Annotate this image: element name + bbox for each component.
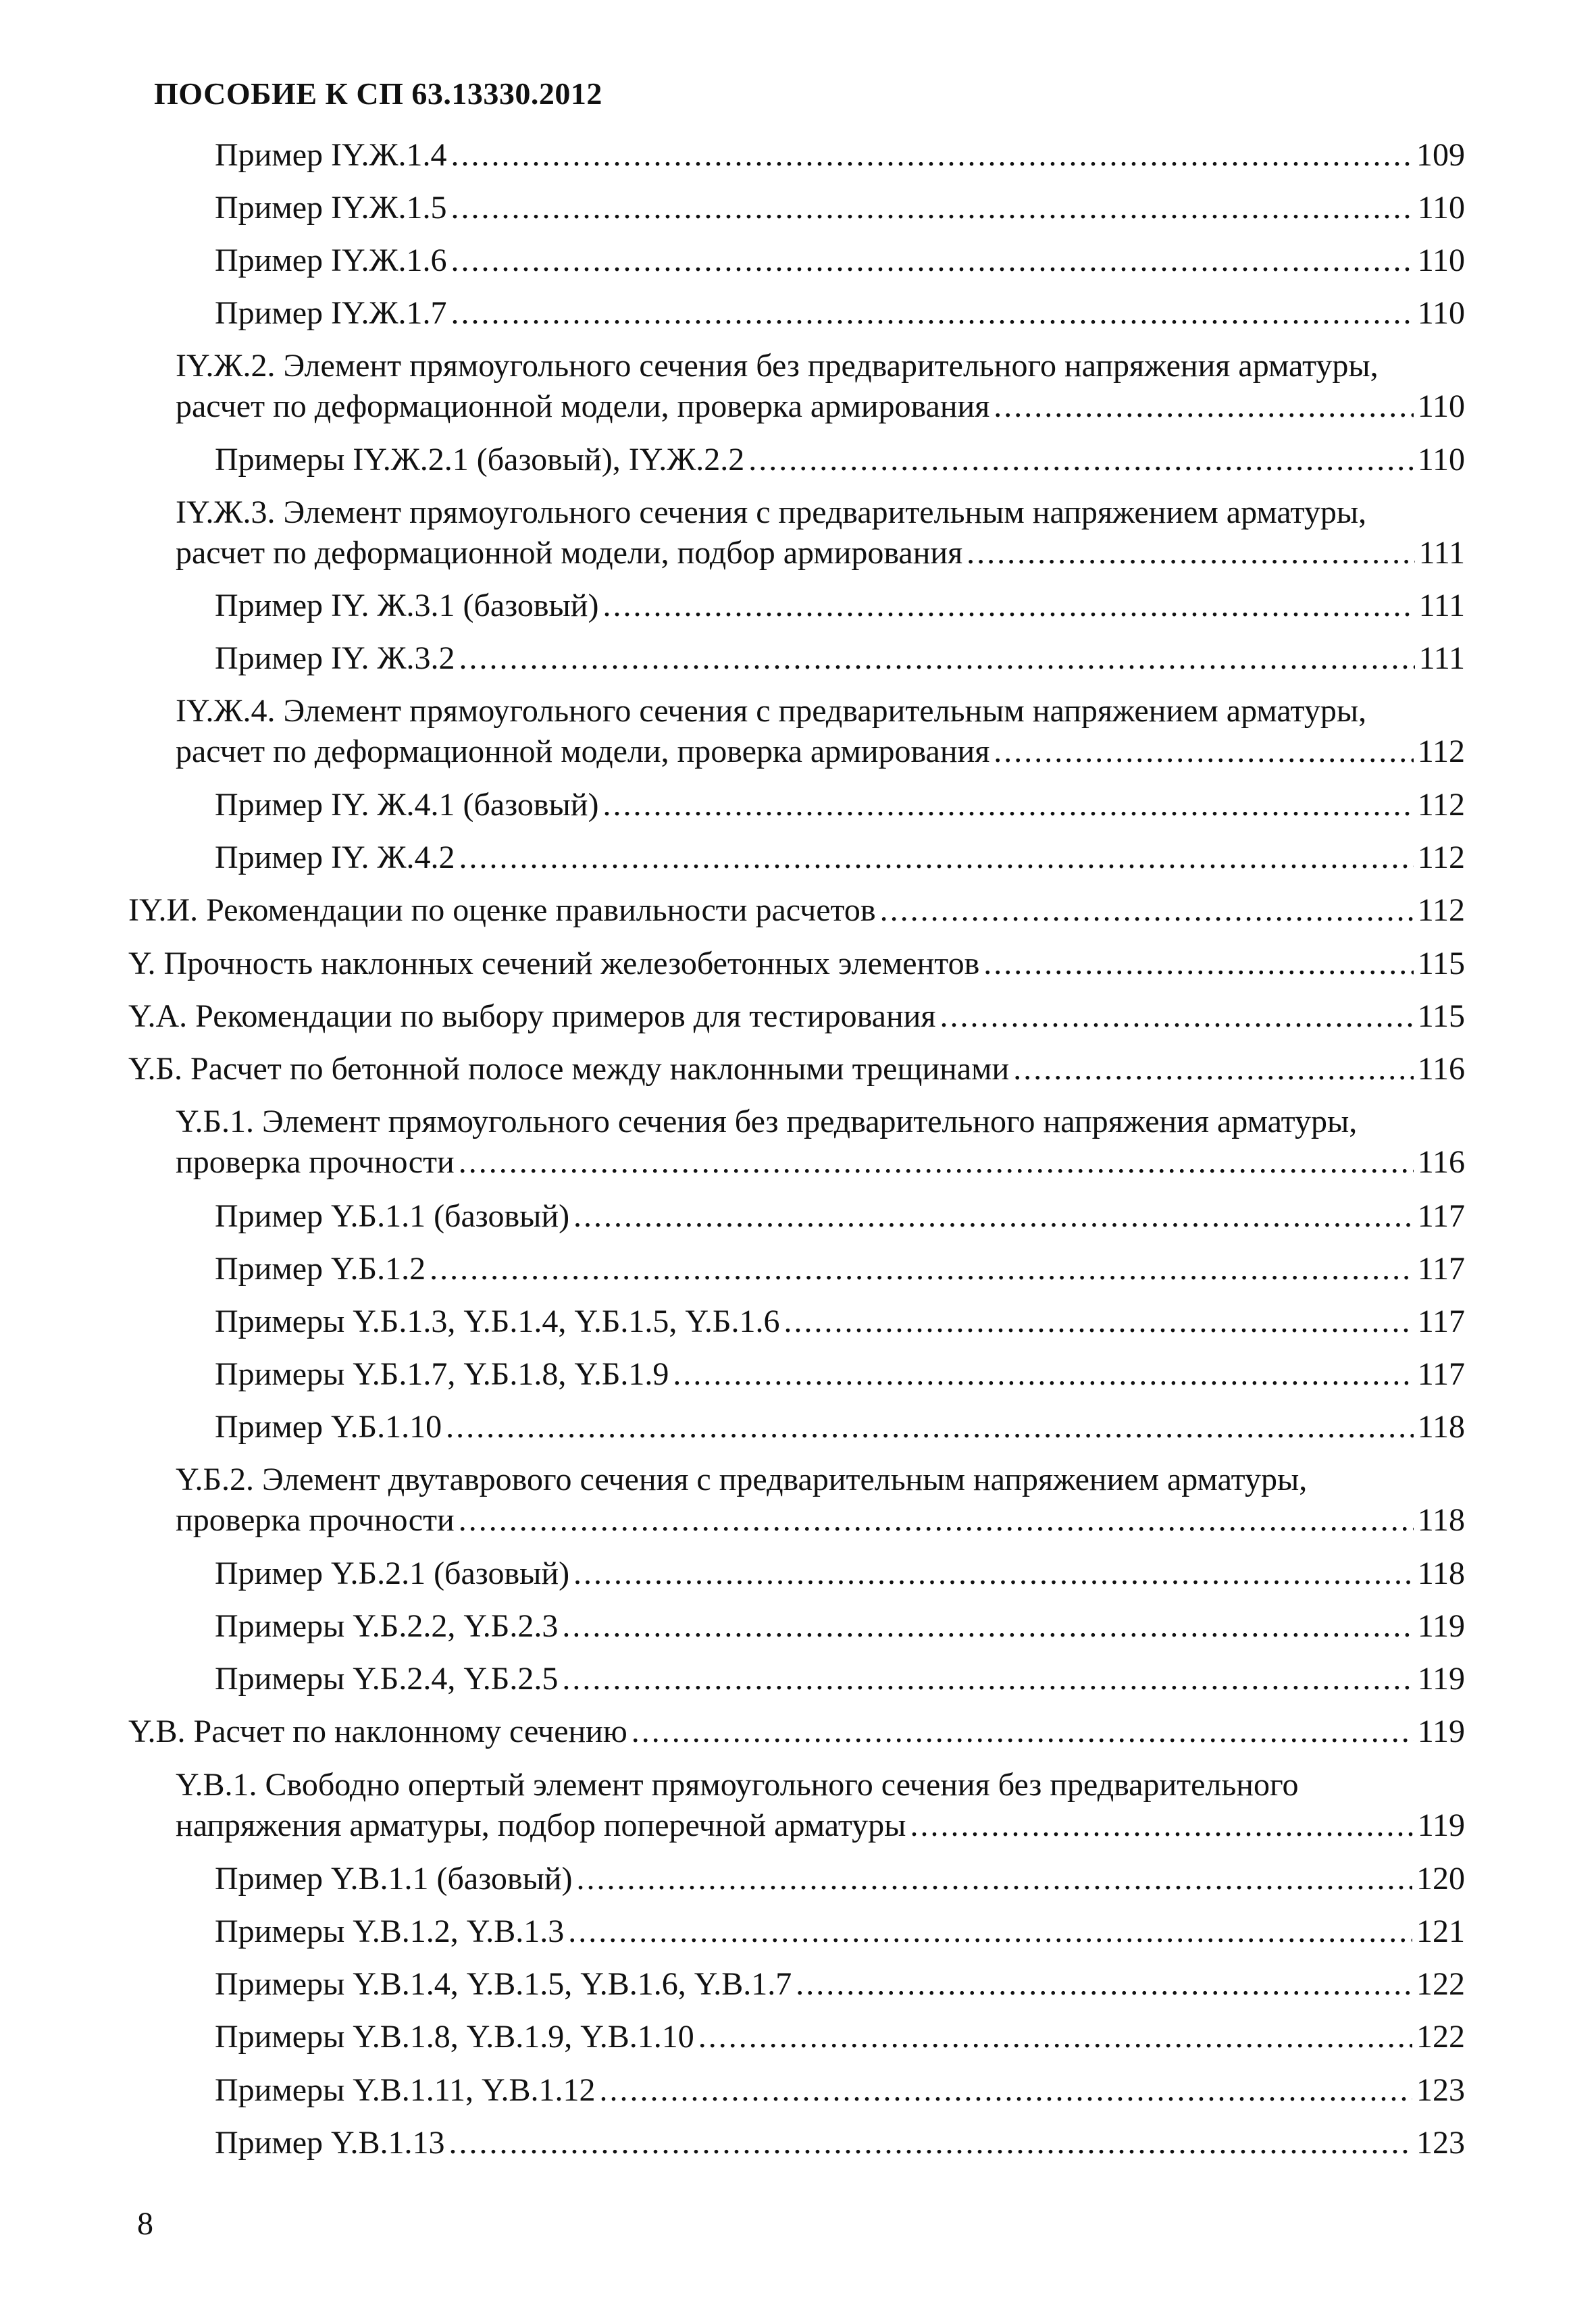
dot-leader — [748, 440, 1414, 480]
toc-entry-line — [176, 1765, 1465, 1805]
toc-entry-line — [176, 492, 1465, 533]
toc-entry-line — [215, 1302, 1465, 1342]
toc-entry — [215, 586, 1465, 626]
toc-entry-page: 117 — [1417, 1251, 1465, 1287]
toc-entry-page: 123 — [1416, 2125, 1465, 2161]
dot-leader — [994, 731, 1413, 772]
toc-entry-page: 115 — [1417, 946, 1465, 981]
dot-leader — [939, 996, 1413, 1037]
dot-leader — [459, 838, 1414, 878]
toc-entry-title: Пример IY.Ж.1.6 — [215, 242, 447, 278]
toc-entry-line — [215, 2070, 1465, 2111]
toc-entry-page: 119 — [1417, 1661, 1465, 1697]
toc-entry-line — [215, 135, 1465, 176]
toc-entry-title: Y.В. Расчет по наклонному сечению — [128, 1714, 627, 1749]
toc-entry — [215, 240, 1465, 281]
dot-leader — [602, 586, 1414, 626]
toc-entry-page: 117 — [1417, 1304, 1465, 1339]
toc-entry-line — [176, 1805, 1465, 1846]
dot-leader — [568, 1911, 1412, 1952]
toc-entry-line — [176, 731, 1465, 772]
toc-entry — [176, 1765, 1465, 1846]
toc-entry — [215, 838, 1465, 878]
toc-entry-title: Пример Y.В.1.1 (базовый) — [215, 1861, 573, 1897]
toc-entry-title: Пример IY. Ж.4.2 — [215, 840, 455, 875]
toc-entry-line — [215, 293, 1465, 334]
toc-entry-line — [128, 890, 1465, 931]
toc-entry-title: Примеры Y.Б.2.2, Y.Б.2.3 — [215, 1608, 559, 1644]
toc-entry-title: Примеры Y.В.1.11, Y.В.1.12 — [215, 2072, 596, 2108]
toc-entry — [128, 1049, 1465, 1089]
toc-entry-title: Примеры Y.Б.2.4, Y.Б.2.5 — [215, 1661, 559, 1697]
toc-entry — [215, 638, 1465, 679]
dot-leader — [451, 188, 1414, 228]
toc-entry-title: Пример IY.Ж.1.5 — [215, 190, 447, 226]
dot-leader — [910, 1805, 1413, 1846]
toc-entry — [176, 1102, 1465, 1183]
toc-entry-title: Пример IY.Ж.1.4 — [215, 137, 447, 173]
toc-entry-line — [215, 1553, 1465, 1594]
dot-leader — [796, 1964, 1412, 2005]
toc-entry-page: 115 — [1417, 998, 1465, 1034]
toc-entry — [215, 135, 1465, 176]
toc-entry-title: напряжения арматуры, подбор поперечной арматуры — [176, 1807, 906, 1843]
toc-entry-page: 112 — [1417, 892, 1465, 928]
dot-leader — [451, 240, 1414, 281]
toc-entry-title: IY.Ж.3. Элемент прямоугольного сечения с предварительным напряжением арматуры, — [176, 494, 1367, 530]
dot-leader — [449, 2123, 1412, 2163]
toc-entry-page: 121 — [1416, 1913, 1465, 1949]
toc-entry-line — [215, 2017, 1465, 2057]
toc-entry — [128, 996, 1465, 1037]
toc-entry — [215, 1659, 1465, 1699]
toc-entry-title: Пример Y.Б.1.1 (базовый) — [215, 1198, 570, 1234]
toc-entry-title: Y.А. Рекомендации по выбору примеров для тестирования — [128, 998, 936, 1034]
dot-leader — [459, 1500, 1414, 1541]
dot-leader — [673, 1354, 1413, 1395]
toc-entry-page: 112 — [1417, 787, 1465, 823]
toc-entry — [128, 890, 1465, 931]
toc-entry-line — [176, 1460, 1465, 1500]
dot-leader — [562, 1606, 1413, 1647]
toc-entry-line — [176, 346, 1465, 386]
toc-entry-title: Примеры Y.Б.1.3, Y.Б.1.4, Y.Б.1.5, Y.Б.1.6 — [215, 1304, 780, 1339]
toc-entry-title: расчет по деформационной модели, проверка армирования — [176, 388, 990, 424]
toc-entry — [176, 492, 1465, 573]
toc-entry — [176, 346, 1465, 427]
toc-entry-line — [176, 1102, 1465, 1142]
toc-entry-line — [176, 691, 1465, 731]
toc-entry-line — [128, 996, 1465, 1037]
toc-entry — [215, 1911, 1465, 1952]
toc-entry-line — [215, 1859, 1465, 1899]
toc-entry-page: 117 — [1417, 1198, 1465, 1234]
dot-leader — [459, 638, 1415, 679]
toc-entry-page: 112 — [1417, 734, 1465, 769]
toc-entry — [215, 293, 1465, 334]
toc-entry — [215, 1196, 1465, 1237]
page-header-title: ПОСОБИЕ К СП 63.13330.2012 — [154, 76, 602, 111]
dot-leader — [451, 135, 1413, 176]
dot-leader — [577, 1859, 1413, 1899]
toc-entry-line — [215, 1606, 1465, 1647]
toc-entry-title: Y.Б.1. Элемент прямоугольного сечения без предварительного напряжения арматуры, — [176, 1104, 1358, 1139]
toc-entry-title: Y.В.1. Свободно опертый элемент прямоугольного сечения без предварительного — [176, 1767, 1299, 1803]
dot-leader — [1013, 1049, 1414, 1089]
toc-entry-title: Пример IY. Ж.4.1 (базовый) — [215, 787, 599, 823]
toc-entry-title: Примеры Y.В.1.2, Y.В.1.3 — [215, 1913, 565, 1949]
toc-entry-line — [128, 944, 1465, 984]
toc-entry-title: Примеры Y.В.1.8, Y.В.1.9, Y.В.1.10 — [215, 2019, 694, 2055]
toc-entry-title: Пример Y.Б.1.10 — [215, 1409, 442, 1445]
toc-entry-line — [215, 586, 1465, 626]
toc-entry-line — [215, 838, 1465, 878]
toc-entry-title: Y.Б.2. Элемент двутаврового сечения с предварительным напряжением арматуры, — [176, 1462, 1308, 1497]
dot-leader — [573, 1196, 1414, 1237]
toc-entry-line — [176, 533, 1465, 573]
toc-entry — [215, 1249, 1465, 1289]
toc-entry — [215, 1354, 1465, 1395]
page-number: 8 — [137, 2206, 153, 2242]
dot-leader — [562, 1659, 1413, 1699]
toc-entry-page: 118 — [1417, 1502, 1465, 1538]
toc-entry-page: 111 — [1418, 535, 1465, 571]
toc-entry-title: Пример Y.Б.1.2 — [215, 1251, 426, 1287]
dot-leader — [602, 785, 1413, 825]
toc-entry — [215, 1859, 1465, 1899]
toc-entry-line — [215, 1196, 1465, 1237]
toc-entry-page: 110 — [1417, 442, 1465, 478]
toc-entry — [215, 188, 1465, 228]
toc-entry-line — [128, 1712, 1465, 1752]
toc-entry — [128, 1712, 1465, 1752]
toc-entry-line — [215, 1659, 1465, 1699]
dot-leader — [983, 944, 1414, 984]
toc-entry-title: IY.Ж.4. Элемент прямоугольного сечения с предварительным напряжением арматуры, — [176, 693, 1367, 729]
toc-entry — [215, 1407, 1465, 1447]
toc-entry-line — [215, 1911, 1465, 1952]
dot-leader — [599, 2070, 1412, 2111]
toc-entry — [215, 1964, 1465, 2005]
toc-entry — [215, 2123, 1465, 2163]
toc-entry-page: 116 — [1417, 1051, 1465, 1087]
toc-entry-page: 123 — [1416, 2072, 1465, 2108]
toc-entry-page: 110 — [1417, 242, 1465, 278]
toc-entry-title: Y.Б. Расчет по бетонной полосе между наклонными трещинами — [128, 1051, 1010, 1087]
toc-entry-title: Примеры Y.Б.1.7, Y.Б.1.8, Y.Б.1.9 — [215, 1356, 669, 1392]
toc-entry-page: 118 — [1417, 1409, 1465, 1445]
toc-entry-page: 110 — [1417, 190, 1465, 226]
toc-entry-title: проверка прочности — [176, 1144, 455, 1180]
toc-entry-title: Y. Прочность наклонных сечений железобетонных элементов — [128, 946, 980, 981]
toc-entry-page: 109 — [1416, 137, 1465, 173]
toc-entry-title: Примеры Y.В.1.4, Y.В.1.5, Y.В.1.6, Y.В.1.7 — [215, 1966, 792, 2002]
toc-entry-title: Пример IY. Ж.3.1 (базовый) — [215, 588, 599, 623]
toc-entry-title: Пример IY. Ж.3.2 — [215, 640, 455, 676]
toc-entry-title: Пример IY.Ж.1.7 — [215, 295, 447, 331]
dot-leader — [632, 1712, 1414, 1752]
toc-entry-line — [215, 1249, 1465, 1289]
toc-entry-line — [215, 785, 1465, 825]
toc-entry-title: IY.И. Рекомендации по оценке правильности расчетов — [128, 892, 876, 928]
toc-entry-title: расчет по деформационной модели, подбор армирования — [176, 535, 963, 571]
dot-leader — [783, 1302, 1413, 1342]
toc-entry-line — [215, 1354, 1465, 1395]
dot-leader — [698, 2017, 1412, 2057]
toc-entry-page: 117 — [1417, 1356, 1465, 1392]
toc-entry-page: 119 — [1417, 1807, 1465, 1843]
toc-entry-title: Пример Y.В.1.13 — [215, 2125, 445, 2161]
dot-leader — [994, 386, 1413, 427]
toc-entry — [176, 691, 1465, 772]
toc-entry-line — [215, 240, 1465, 281]
toc-entry-line — [215, 638, 1465, 679]
toc-entry-page: 116 — [1417, 1144, 1465, 1180]
toc-entry-page: 119 — [1417, 1608, 1465, 1644]
toc-entry-line — [215, 1407, 1465, 1447]
toc-entry-page: 112 — [1417, 840, 1465, 875]
toc-entry-title: IY.Ж.2. Элемент прямоугольного сечения без предварительного напряжения арматуры, — [176, 348, 1379, 384]
toc-entry-title: проверка прочности — [176, 1502, 455, 1538]
dot-leader — [430, 1249, 1414, 1289]
toc-entry-title: расчет по деформационной модели, проверка армирования — [176, 734, 990, 769]
toc-entry-page: 122 — [1416, 1966, 1465, 2002]
toc-entry-page: 110 — [1417, 388, 1465, 424]
toc-entry — [215, 785, 1465, 825]
toc-entry-line — [215, 1964, 1465, 2005]
toc-entry-page: 118 — [1417, 1555, 1465, 1591]
dot-leader — [451, 293, 1414, 334]
toc-entry-line — [176, 1142, 1465, 1183]
toc-entry — [215, 1553, 1465, 1594]
toc-entry-page: 120 — [1416, 1861, 1465, 1897]
toc-entry — [215, 1302, 1465, 1342]
toc-entry — [128, 944, 1465, 984]
toc-entry-page: 122 — [1416, 2019, 1465, 2055]
dot-leader — [459, 1142, 1414, 1183]
toc-entry-line — [128, 1049, 1465, 1089]
dot-leader — [967, 533, 1414, 573]
toc-entry-line — [176, 386, 1465, 427]
toc-entry-page: 110 — [1417, 295, 1465, 331]
toc-entry-line — [176, 1500, 1465, 1541]
toc-entry-line — [215, 440, 1465, 480]
toc-entry-page: 111 — [1418, 588, 1465, 623]
toc-entry — [215, 2070, 1465, 2111]
dot-leader — [880, 890, 1414, 931]
toc-entry — [215, 1606, 1465, 1647]
toc-entry-line — [215, 2123, 1465, 2163]
toc-entry-page: 111 — [1418, 640, 1465, 676]
toc-entry-page: 119 — [1417, 1714, 1465, 1749]
toc-entry-line — [215, 188, 1465, 228]
toc-entry-title: Примеры IY.Ж.2.1 (базовый), IY.Ж.2.2 — [215, 442, 745, 478]
dot-leader — [446, 1407, 1414, 1447]
toc-entry — [215, 2017, 1465, 2057]
dot-leader — [573, 1553, 1414, 1594]
toc-entry — [215, 440, 1465, 480]
toc-entry-title: Пример Y.Б.2.1 (базовый) — [215, 1555, 570, 1591]
toc-entry — [176, 1460, 1465, 1541]
